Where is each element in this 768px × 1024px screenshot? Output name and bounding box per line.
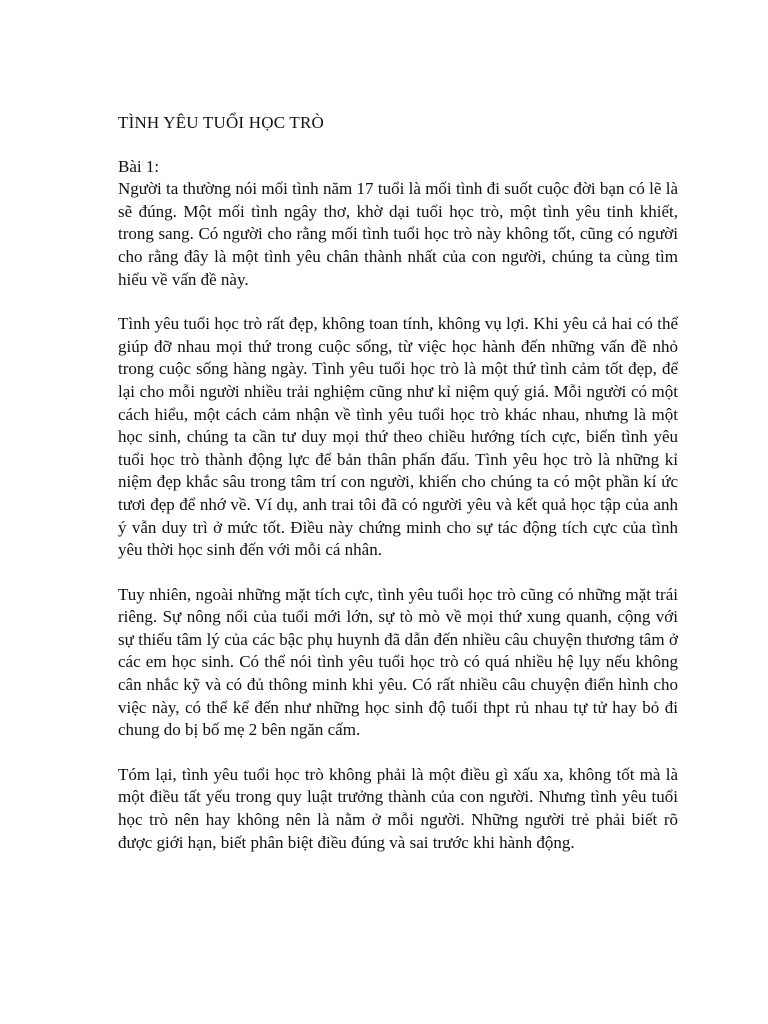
document-body [118,112,678,876]
document-title: TÌNH YÊU TUỔI HỌC TRÒ [118,113,324,132]
paragraph-negative-side: Tuy nhiên, ngoài những mặt tích cực, tình yêu tuổi học trò cũng có những mặt trái riêng. Sự nông nổi của tuổi mới lớn, sự tò mò về mọi thứ xung quanh, cộng với sự thiếu tâm lý của các bậc phụ huynh đã dẫn đến nhiều câu chuyện thương tâm ở các em học sinh. Có thể nói tình yêu tuổi học trò có quá nhiều hệ lụy nếu không cân nhắc kỹ và có đủ thông minh khi yêu. Có rất nhiều câu chuyện điển hình cho việc này, có thể kể đến như những học sinh độ tuổi thpt rủ nhau tự tử hay bỏ đi chung do bị bố mẹ 2 bên ngăn cấm. [118,584,678,740]
paragraph-intro: Người ta thường nói mối tình năm 17 tuổi là mối tình đi suốt cuộc đời bạn có lẽ là sẽ đúng. Một mối tình ngây thơ, khờ dại tuổi học trò, một tình yêu tinh khiết, trong sang. Có người cho rằng mối tình tuổi học trò này không tốt, cũng có người cho rằng đây là một tình yêu chân thành nhất của con người, chúng ta cùng tìm hiểu về vấn đề này. [118,179,678,289]
lesson-label: Bài 1: [118,156,160,176]
paragraph-conclusion: Tóm lại, tình yêu tuổi học trò không phải là một điều gì xấu xa, không tốt mà là một điều tất yếu trong quy luật trưởng thành của con người. Nhưng tình yêu tuổi học trò nên hay không nên là nằm ở mỗi người. Những người trẻ phải biết rõ được giới hạn, biết phân biệt điều đúng và sai trước khi hành động. [118,764,678,852]
paragraph-positive-side: Tình yêu tuổi học trò rất đẹp, không toan tính, không vụ lợi. Khi yêu cả hai có thể giúp đỡ nhau mọi thứ trong cuộc sống, từ việc học hành đến những vấn đề nhỏ trong cuộc sống hàng ngày. Tình yêu tuổi học trò là một thứ tình cảm tốt đẹp, để lại cho mỗi người nhiều trải nghiệm cũng như kỉ niệm quý giá. Mỗi người có một cách hiểu, một cách cảm nhận về tình yêu tuổi học trò khác nhau, nhưng là một học sinh, chúng ta cần tư duy mọi thứ theo chiều hướng tích cực, biến tình yêu tuổi học trò thành động lực để bản thân phấn đấu. Tình yêu học trò là những kỉ niệm đẹp khắc sâu trong tâm trí con người, khiến cho chúng ta có một phần kí ức tươi đẹp để nhớ về. Ví dụ, anh trai tôi đã có người yêu và kết quả học tập của anh ý vẫn duy trì ở mức tốt. Điều này chứng minh cho sự tác động tích cực của tình yêu thời học sinh đến với mỗi cá nhân. [118,314,678,560]
